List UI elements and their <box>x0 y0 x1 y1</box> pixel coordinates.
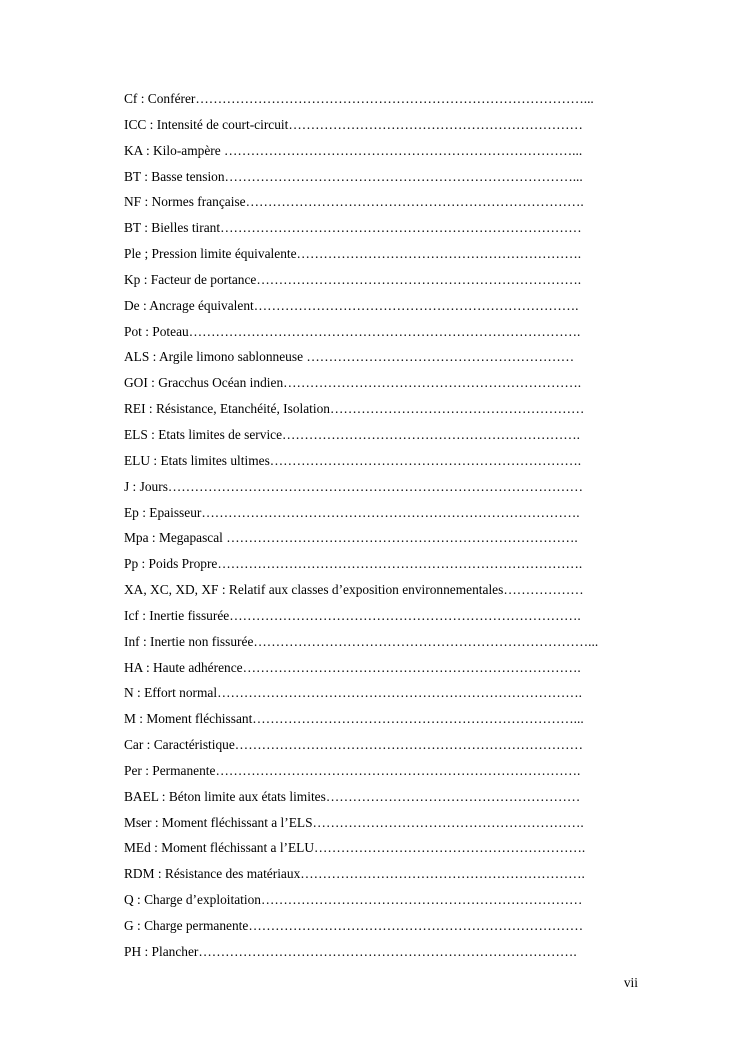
abbreviation-entry-ple: Ple ; Pression limite équivalente………………………………………………………. <box>124 246 582 262</box>
abbreviation-entry-per: Per : Permanente………………………………………………………………………. <box>124 762 581 778</box>
abbreviation-entry-elu: ELU : Etats limites ultimes……………………………………………………………. <box>124 452 582 468</box>
abbreviation-entry-icf: Icf : Inertie fissurée……………………………………………………………………. <box>124 607 581 623</box>
abbreviation-entry-car: Car : Caractéristique…………………………………………………………………… <box>124 737 583 753</box>
abbreviation-entry-pp: Pp : Poids Propre………………………………………………………………………. <box>124 556 583 572</box>
abbreviation-entry-ph: PH : Plancher…………………………………………………………………………. <box>124 943 577 959</box>
abbreviation-entry-ep: Ep : Epaisseur…………………………………………………………………………. <box>124 504 580 520</box>
abbreviation-entry-icc: ICC : Intensité de court-circuit………………………………………………………… <box>124 116 583 132</box>
abbreviation-entry-bt-bielles: BT : Bielles tirant……………………………………………………………………… <box>124 220 582 236</box>
abbreviation-entry-n: N : Effort normal………………………………………………………………………. <box>124 685 582 701</box>
page-number: vii <box>623 975 638 990</box>
abbreviation-entry-g: G : Charge permanente………………………………………………………………… <box>124 918 584 933</box>
abbreviation-entry-els: ELS : Etats limites de service…………………………………………………………. <box>124 426 580 442</box>
abbreviation-entry-als: ALS : Argile limono sablonneuse …………………………………………………… <box>124 349 575 365</box>
abbreviation-entry-cf: Cf : Conférer……………………………………………………………………………... <box>124 91 594 106</box>
abbreviation-entry-kp: Kp : Facteur de portance………………………………………………………………. <box>124 271 582 287</box>
abbreviation-entry-bt-basse-tension: BT : Basse tension……………………………………………………………………... <box>124 168 583 184</box>
abbreviation-entry-rei: REI : Résistance, Etanchéité, Isolation………………………………………………… <box>124 401 585 417</box>
abbreviation-entry-mpa: Mpa : Megapascal ……………………………………………………………………. <box>124 530 578 546</box>
abbreviation-entry-m: M : Moment fléchissant………………………………………………………………... <box>124 711 584 727</box>
abbreviation-entry-bael: BAEL : Béton limite aux états limites………………………………………………… <box>124 788 581 804</box>
abbreviation-entry-nf: NF : Normes française…………………………………………………………………. <box>124 194 584 210</box>
abbreviation-entry-inf: Inf : Inertie non fissurée…………………………………………………………………... <box>124 633 599 649</box>
abbreviation-list <box>124 88 644 967</box>
abbreviation-entry-ka: KA : Kilo-ampère ……………………………………………………………………... <box>124 142 583 158</box>
abbreviation-entry-pot: Pot : Poteau……………………………………………………………………………. <box>124 323 581 339</box>
abbreviation-entry-mser: Mser : Moment fléchissant a l’ELS……………………………………………………. <box>124 814 584 830</box>
abbreviation-entry-exposition-classes: XA, XC, XD, XF : Relatif aux classes d’exposition environnementales……………… <box>124 582 584 598</box>
abbreviation-entry-q: Q : Charge d’exploitation……………………………………………………………… <box>124 892 583 908</box>
abbreviation-entry-de: De : Ancrage équivalent………………………………………………………………. <box>124 297 579 313</box>
abbreviation-entry-ha: HA : Haute adhérence…………………………………………………………………. <box>124 659 581 675</box>
abbreviation-entry-goi: GOI : Gracchus Océan indien…………………………………………………………. <box>124 375 582 391</box>
abbreviation-entry-med: MEd : Moment fléchissant a l’ELU……………………………………………………. <box>124 840 586 856</box>
abbreviation-entry-j: J : Jours………………………………………………………………………………… <box>124 478 584 494</box>
abbreviation-entry-rdm: RDM : Résistance des matériaux………………………………………………………. <box>124 866 585 882</box>
